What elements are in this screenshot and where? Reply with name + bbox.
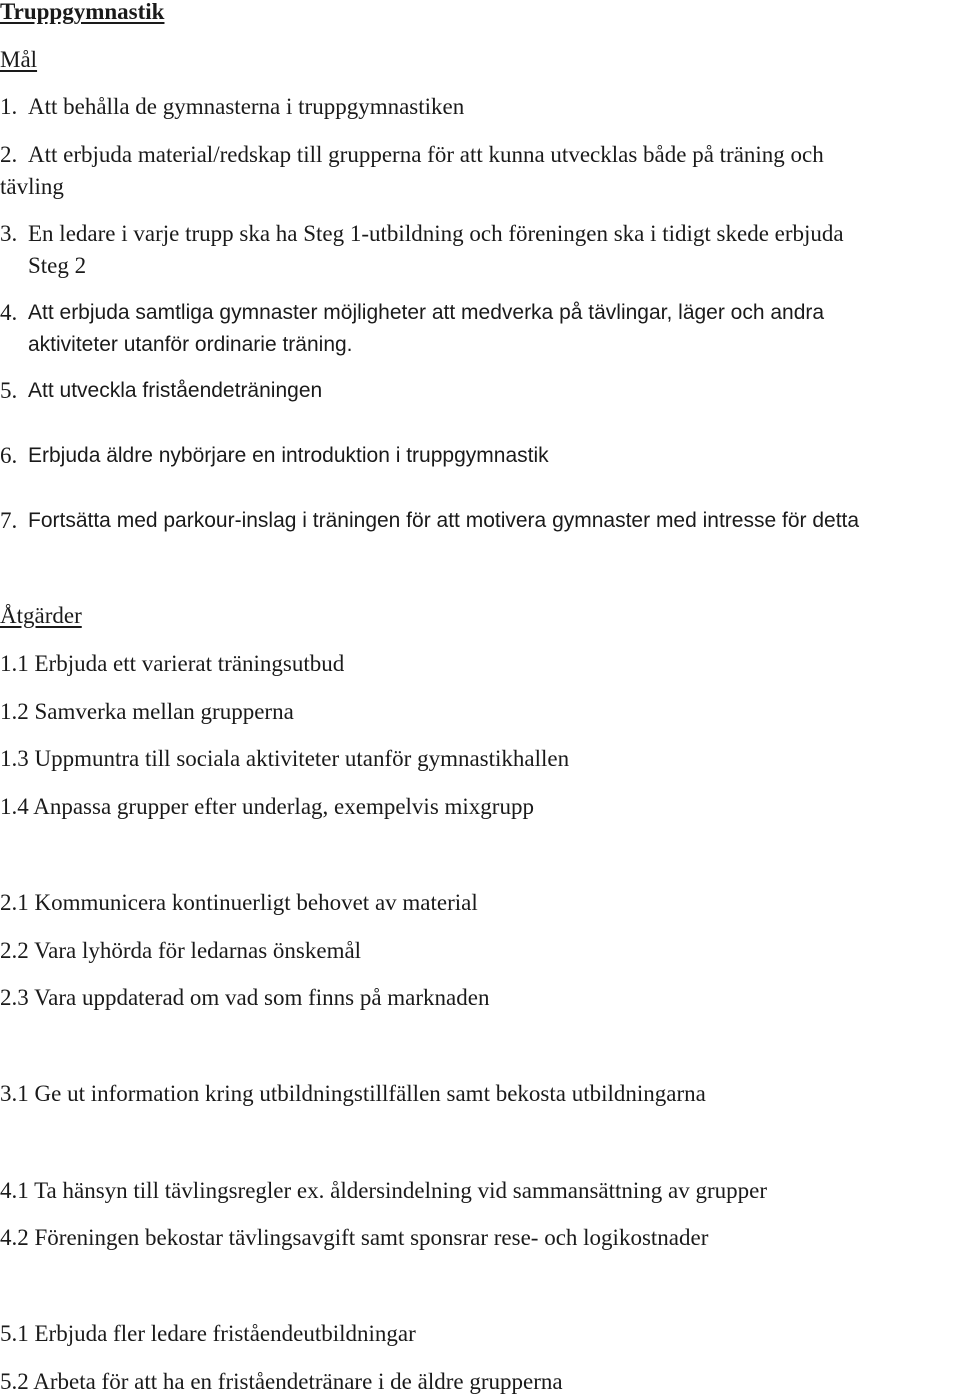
goal-item-5: [0, 375, 960, 407]
action-item-3-1: 3.1 Ge ut information kring utbildningstillfällen samt bekosta utbildningarna: [0, 1081, 706, 1106]
goal-text-line-1: En ledare i varje trupp ska ha Steg 1-utbildning och föreningen ska i tidigt skede erbjuda: [28, 221, 844, 246]
goal-item-1: [0, 91, 960, 123]
goal-text-line-1: Att erbjuda material/redskap till grupperna för att kunna utvecklas både på träning och: [28, 142, 824, 167]
action-item-5-2: 5.2 Arbeta för att ha en friståendetränare i de äldre grupperna: [0, 1369, 563, 1394]
goal-number: 1.: [0, 94, 18, 119]
goal-item-2: [0, 139, 960, 171]
action-item-4-1: 4.1 Ta hänsyn till tävlingsregler ex. åldersindelning vid sammansättning av grupper: [0, 1178, 768, 1203]
goal-number: 6.: [0, 443, 18, 468]
goal-number: 3.: [0, 221, 18, 246]
goal-text-line-1: Att erbjuda samtliga gymnaster möjligheter att medverka på tävlingar, läger och andra: [28, 301, 825, 324]
action-item-1-4: 1.4 Anpassa grupper efter underlag, exempelvis mixgrupp: [0, 794, 534, 819]
goal-text-line-2: tävling: [0, 174, 64, 199]
goal-text-line-2: aktiviteter utanför ordinarie träning.: [28, 333, 353, 356]
action-item-1-1: 1.1 Erbjuda ett varierat träningsutbud: [0, 651, 345, 676]
goal-item-3: [0, 218, 960, 250]
goal-text-line-2: Steg 2: [28, 253, 87, 278]
action-item-1-3: 1.3 Uppmuntra till sociala aktiviteter utanför gymnastikhallen: [0, 746, 570, 771]
goal-number: 2.: [0, 142, 18, 167]
goal-item-4: [0, 297, 960, 329]
action-item-2-2: 2.2 Vara lyhörda för ledarnas önskemål: [0, 938, 362, 963]
action-item-4-2: 4.2 Föreningen bekostar tävlingsavgift samt sponsrar rese- och logikostnader: [0, 1225, 709, 1250]
goal-number: 4.: [0, 300, 18, 325]
action-item-2-1: 2.1 Kommunicera kontinuerligt behovet av material: [0, 890, 478, 915]
goal-number: 7.: [0, 508, 18, 533]
goal-item-7: [0, 505, 960, 537]
goal-item-6: [0, 440, 960, 472]
goal-text: Att utveckla friståendeträningen: [28, 379, 323, 402]
action-item-1-2: 1.2 Samverka mellan grupperna: [0, 699, 294, 724]
goal-text: Att behålla de gymnasterna i truppgymnastiken: [28, 94, 465, 119]
action-item-2-3: 2.3 Vara uppdaterad om vad som finns på marknaden: [0, 985, 490, 1010]
goal-text: Fortsätta med parkour-inslag i träningen för att motivera gymnaster med intresse för detta: [28, 509, 860, 532]
goal-number: 5.: [0, 378, 18, 403]
document-title: Truppgymnastik: [0, 0, 165, 24]
goal-text: Erbjuda äldre nybörjare en introduktion i truppgymnastik: [28, 444, 549, 467]
actions-heading: Åtgärder: [0, 603, 82, 628]
goals-heading: Mål: [0, 47, 38, 72]
action-item-5-1: 5.1 Erbjuda fler ledare friståendeutbildningar: [0, 1321, 416, 1346]
